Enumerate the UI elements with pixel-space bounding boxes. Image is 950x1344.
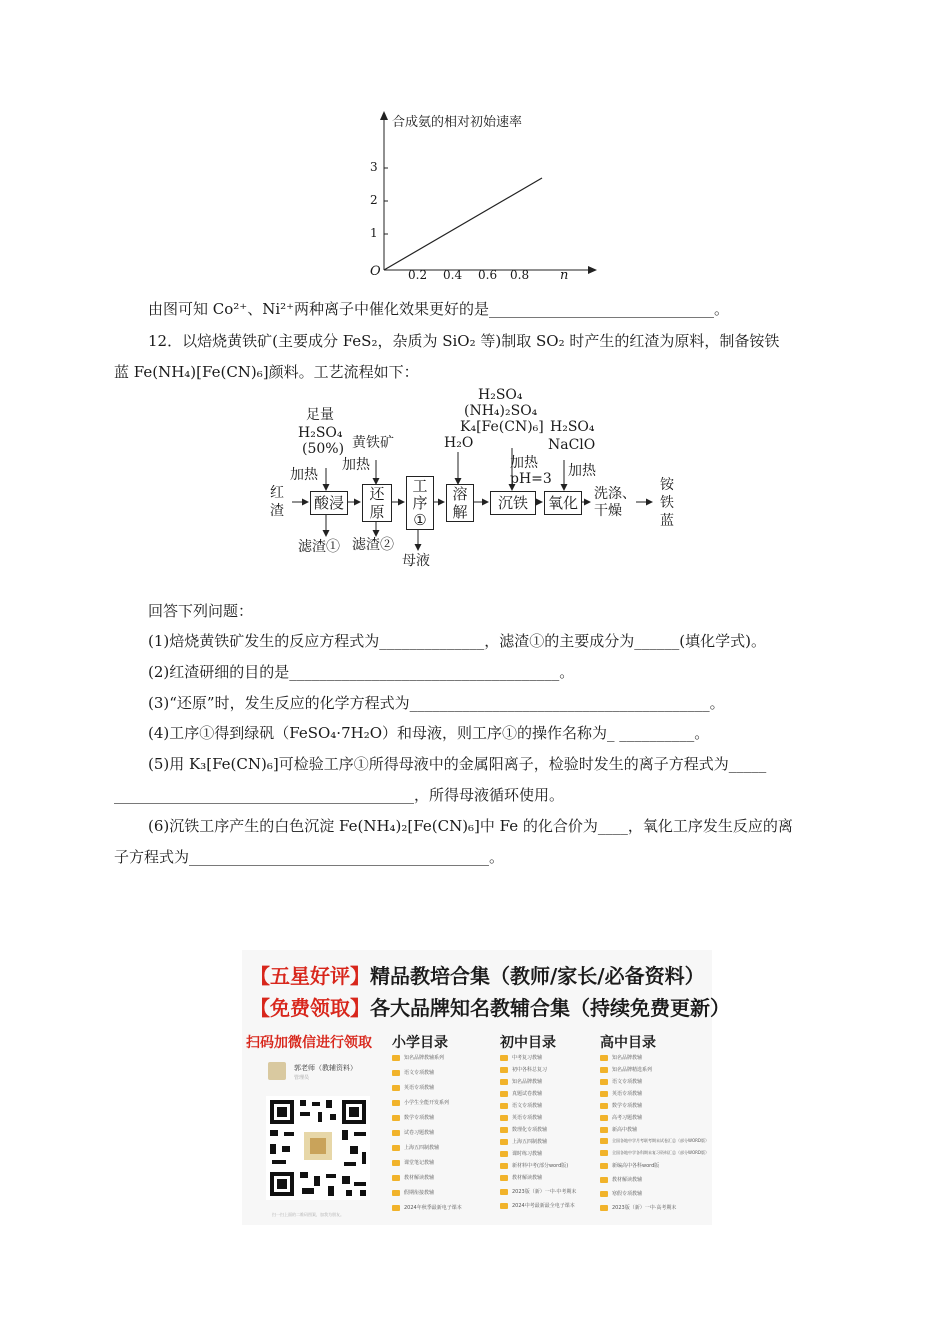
q12-line1: 12．以焙烧黄铁矿(主要成分 FeS₂，杂质为 SiO₂ 等)制取 SO₂ 时产生的红渣为原料，制备铵铁 bbox=[148, 332, 780, 350]
flow-r1-top-1: H₂SO₄ bbox=[298, 425, 343, 441]
col2-item-1[interactable]: 初中各科总复习 bbox=[500, 1066, 547, 1073]
flow-start-red-slag: 红 渣 bbox=[270, 485, 284, 519]
q11-tail: 由图可知 Co²⁺、Ni²⁺两种离子中催化效果更好的是______________________________。 bbox=[148, 300, 730, 318]
col-primary-title: 小学目录 bbox=[392, 1035, 448, 1051]
promo-line-2 bbox=[250, 992, 730, 1021]
flow-r5-top-1: (NH₄)₂SO₄ bbox=[464, 403, 538, 419]
rate-line bbox=[384, 178, 542, 270]
flow-r2-top-0: 黄铁矿 bbox=[352, 435, 394, 451]
col1-item-10[interactable]: 2024年秋季最新电子课本 bbox=[392, 1204, 462, 1211]
flow-box-acid-leach: 酸浸 bbox=[310, 491, 348, 515]
col3-item-4[interactable]: 数学专项教辅 bbox=[600, 1102, 642, 1109]
question-5-line1: (5)用 K₃[Fe(CN)₆]可检验工序①所得母液中的金属阳离子，检验时发生的离子方程式为_____ bbox=[148, 755, 767, 773]
flow-r3-bottom: 母液 bbox=[402, 553, 430, 569]
flow-r2-top-1: 加热 bbox=[342, 457, 370, 473]
flow-r2-bottom: 滤渣② bbox=[352, 537, 394, 553]
rate-graph-svg bbox=[360, 108, 600, 288]
col2-item-11[interactable]: 2023版（新）一中·中考期末 bbox=[500, 1188, 576, 1195]
flow-box-precipitate-iron: 沉铁 bbox=[490, 491, 536, 515]
flow-r1-bottom: 滤渣① bbox=[298, 539, 340, 555]
col3-item-3[interactable]: 英语专项教辅 bbox=[600, 1090, 642, 1097]
flow-box-step1: 工 序 ① bbox=[406, 476, 434, 530]
q12-line2: 蓝 Fe(NH₄)[Fe(CN)₆]颜料。工艺流程如下： bbox=[114, 363, 419, 381]
xtick-label-0.8: 0.8 bbox=[510, 268, 530, 282]
col1-item-8[interactable]: 教材解读教辅 bbox=[392, 1174, 434, 1181]
col3-item-8[interactable]: 全国各地中学各科期末复习资料汇总（部分WORD版） bbox=[600, 1150, 709, 1156]
flow-r4-top: H₂O bbox=[444, 435, 474, 451]
question-6-line2: 子方程式为________________________________________。 bbox=[114, 848, 505, 866]
question-5-line2: ________________________________________，所得母液循环使用。 bbox=[114, 786, 565, 804]
scan-prompt: 扫码加微信进行领取 bbox=[246, 1035, 372, 1051]
x-axis-arrow bbox=[588, 266, 597, 274]
col1-item-7[interactable]: 课堂笔记教辅 bbox=[392, 1159, 434, 1166]
col2-item-6[interactable]: 数理化专项教辅 bbox=[500, 1126, 547, 1133]
flow-r5-cond-1: pH=3 bbox=[510, 471, 552, 487]
col2-item-12[interactable]: 2024中考最新最全电子课本 bbox=[500, 1202, 575, 1209]
qr-caption: 扫一扫上面的二维码图案，加我为朋友。 bbox=[272, 1212, 344, 1217]
flow-r5-top-2: K₄[Fe(CN)₆] bbox=[460, 419, 544, 435]
question-1: (1)焙烧黄铁矿发生的反应方程式为______________，滤渣①的主要成分为______(填化学式)。 bbox=[148, 632, 766, 650]
flow-r6-top-1: NaClO bbox=[548, 437, 596, 453]
col3-item-7[interactable]: 全国各地中学月考联考期末试卷汇总（部分WORD版） bbox=[600, 1138, 709, 1144]
col1-item-3[interactable]: 小学生全能开发系列 bbox=[392, 1099, 449, 1106]
graph-origin: O bbox=[370, 264, 381, 279]
col1-item-4[interactable]: 数学专项教辅 bbox=[392, 1114, 434, 1121]
col1-item-0[interactable]: 知名品牌教辅系列 bbox=[392, 1054, 444, 1061]
promo-line-1-red: 【五星好评】 bbox=[250, 964, 370, 988]
col1-item-1[interactable]: 语文专项教辅 bbox=[392, 1069, 434, 1076]
flow-step-wash-dry: 洗涤、 干燥 bbox=[594, 486, 636, 519]
col1-item-2[interactable]: 英语专项教辅 bbox=[392, 1084, 434, 1091]
col3-item-2[interactable]: 语文专项教辅 bbox=[600, 1078, 642, 1085]
flow-r1-top-2: (50%) bbox=[302, 441, 345, 457]
questions-intro: 回答下列问题： bbox=[148, 602, 254, 620]
col2-item-2[interactable]: 知名品牌教辅 bbox=[500, 1078, 542, 1085]
col2-item-9[interactable]: 新材料中考(部分word版) bbox=[500, 1162, 568, 1169]
y-axis-arrow bbox=[380, 111, 388, 120]
col3-item-6[interactable]: 新高中教辅 bbox=[600, 1126, 637, 1133]
flow-r6-top-0: H₂SO₄ bbox=[550, 419, 595, 435]
question-3: (3)“还原”时，发生反应的化学方程式为________________________________________。 bbox=[148, 694, 725, 712]
col-middle-title: 初中目录 bbox=[500, 1035, 556, 1051]
flow-box-oxidize: 氧化 bbox=[544, 491, 582, 515]
col3-item-11[interactable]: 寒假专项教辅 bbox=[600, 1190, 642, 1197]
col1-item-5[interactable]: 试卷习题教辅 bbox=[392, 1129, 434, 1136]
flow-box-dissolve: 溶 解 bbox=[446, 484, 474, 522]
col2-item-3[interactable]: 真题试卷教辅 bbox=[500, 1090, 542, 1097]
flow-r1-top-0: 足量 bbox=[306, 407, 334, 423]
col2-item-4[interactable]: 语文专项教辅 bbox=[500, 1102, 542, 1109]
xtick-label-0.6: 0.6 bbox=[478, 268, 498, 282]
rate-graph bbox=[360, 108, 600, 288]
col1-item-6[interactable]: 上海五四制教辅 bbox=[392, 1144, 439, 1151]
flow-r6-cond: 加热 bbox=[568, 463, 596, 479]
promo-banner[interactable] bbox=[242, 950, 730, 1225]
xtick-label-0.4: 0.4 bbox=[443, 268, 463, 282]
col2-item-7[interactable]: 上海五四制教辅 bbox=[500, 1138, 547, 1145]
question-4: (4)工序①得到绿矾（FeSO₄·7H₂O）和母液，则工序①的操作名称为_ __________。 bbox=[148, 724, 710, 742]
promo-line-2-red: 【免费领取】 bbox=[250, 996, 370, 1020]
col3-item-0[interactable]: 知名品牌教辅 bbox=[600, 1054, 642, 1061]
question-2: (2)红渣研细的目的是____________________________________。 bbox=[148, 663, 575, 681]
ytick-label-1: 1 bbox=[370, 226, 378, 240]
col1-item-9[interactable]: 假期衔接教辅 bbox=[392, 1189, 434, 1196]
col2-item-0[interactable]: 中考复习教辅 bbox=[500, 1054, 542, 1061]
promo-line-1 bbox=[250, 960, 705, 989]
flow-end-ammonium-iron-blue: 铵 铁 蓝 bbox=[660, 477, 674, 529]
promo-line-1-text: 精品教培合集（教师/家长/必备资料） bbox=[370, 964, 705, 988]
graph-ylabel: 合成氨的相对初始速率 bbox=[392, 115, 523, 130]
question-6-line1: (6)沉铁工序产生的白色沉淀 Fe(NH₄)₂[Fe(CN)₆]中 Fe 的化合价为____，氧化工序发生反应的离 bbox=[148, 817, 793, 835]
col3-item-9[interactable]: 新编高中各科word版 bbox=[600, 1162, 659, 1169]
ytick-label-3: 3 bbox=[370, 160, 378, 174]
process-flow bbox=[268, 380, 688, 580]
graph-xlabel: n bbox=[560, 268, 569, 283]
contact-sub: 管理员 bbox=[294, 1075, 310, 1081]
col3-item-10[interactable]: 教材解读教辅 bbox=[600, 1176, 642, 1183]
xtick-label-0.2: 0.2 bbox=[408, 268, 428, 282]
col-high-title: 高中目录 bbox=[600, 1035, 656, 1051]
ytick-label-2: 2 bbox=[370, 193, 378, 207]
col2-item-5[interactable]: 英语专项教辅 bbox=[500, 1114, 542, 1121]
col2-item-10[interactable]: 教材解读教辅 bbox=[500, 1174, 542, 1181]
col3-item-1[interactable]: 知名品牌精选系列 bbox=[600, 1066, 652, 1073]
promo-line-2-text: 各大品牌知名教辅合集（持续免费更新） bbox=[370, 996, 730, 1020]
flow-box-reduce: 还 原 bbox=[362, 484, 392, 522]
flow-r5-top-0: H₂SO₄ bbox=[478, 387, 523, 403]
col3-item-12[interactable]: 2023版（新）一中·高考期末 bbox=[600, 1204, 676, 1211]
avatar bbox=[268, 1062, 286, 1080]
qr-code[interactable] bbox=[266, 1096, 370, 1200]
flow-r1-top-3: 加热 bbox=[290, 467, 318, 483]
col3-item-5[interactable]: 高考习题教辅 bbox=[600, 1114, 642, 1121]
flow-r5-cond-0: 加热 bbox=[510, 455, 538, 471]
contact-name: 郭老师（教辅资料） bbox=[294, 1064, 357, 1072]
col2-item-8[interactable]: 课时练习教辅 bbox=[500, 1150, 542, 1157]
qr-code-svg bbox=[266, 1096, 370, 1200]
